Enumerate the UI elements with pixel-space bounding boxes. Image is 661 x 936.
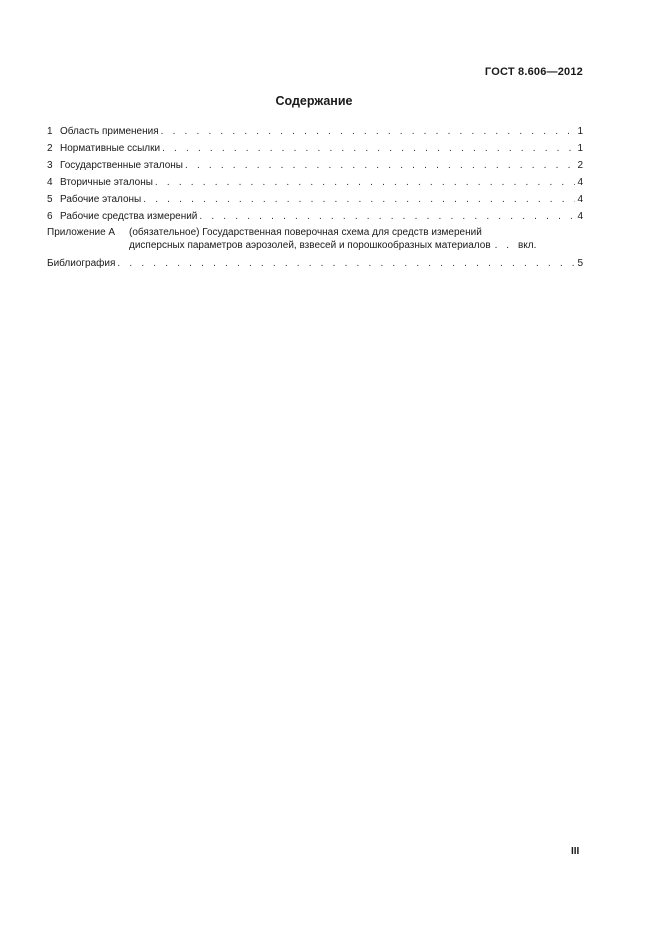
toc-title: Содержание [275,94,353,108]
toc-entry-number: 6 [47,211,53,222]
appendix-title-line1: (обязательное) Государственная поверочная схема для средств измерений [129,227,482,238]
dot-leader [199,208,575,225]
toc-entry-page: 4 [577,211,583,222]
toc-entry-bibliography[interactable] [47,255,583,272]
toc-entry-label: Государственные эталоны [60,160,183,171]
dot-leader [117,255,575,272]
toc-entry-page: 5 [577,258,583,269]
appendix-title [129,226,583,252]
toc-entry-number: 5 [47,194,53,205]
toc-entry-page: 4 [577,194,583,205]
appendix-title-line2: дисперсных параметров аэрозолей, взвесей и порошкообразных материалов [129,240,491,251]
toc-entry-label: Область применения [60,126,159,137]
appendix-prefix: Приложение А [47,227,116,238]
toc-entry-page: 1 [577,126,583,137]
toc-entry[interactable] [47,157,583,174]
toc-entry[interactable] [47,123,583,140]
toc-entry[interactable] [47,174,583,191]
toc-entry-label: Рабочие эталоны [60,194,142,205]
toc-entry-appendix[interactable] [47,226,583,252]
dot-leader [155,174,576,191]
dot-leader [143,191,575,208]
toc-entry-page: 2 [577,160,583,171]
dot-leader [185,157,575,174]
dot-leader [162,140,575,157]
toc-entry[interactable] [47,140,583,157]
toc-entry[interactable] [47,208,583,225]
toc-entry-number: 3 [47,160,53,171]
toc-entry-label: Рабочие средства измерений [60,211,198,222]
document-code: ГОСТ 8.606—2012 [484,66,583,78]
toc-entry-page: 1 [577,143,583,154]
toc-entry-number: 1 [47,126,53,137]
toc-entry-number: 2 [47,143,53,154]
toc-entry-label: Вторичные эталоны [60,177,153,188]
table-of-contents [47,123,583,272]
toc-entry-number: 4 [47,177,53,188]
appendix-page: вкл. [517,240,537,251]
dot-leader [161,123,576,140]
dot-leader [495,239,512,252]
toc-entry-page: 4 [577,177,583,188]
toc-entry-label: Библиография [47,258,116,269]
page-number: III [571,846,580,857]
toc-entry[interactable] [47,191,583,208]
toc-entry-label: Нормативные ссылки [60,143,161,154]
appendix-title-line2-wrap [129,239,583,252]
